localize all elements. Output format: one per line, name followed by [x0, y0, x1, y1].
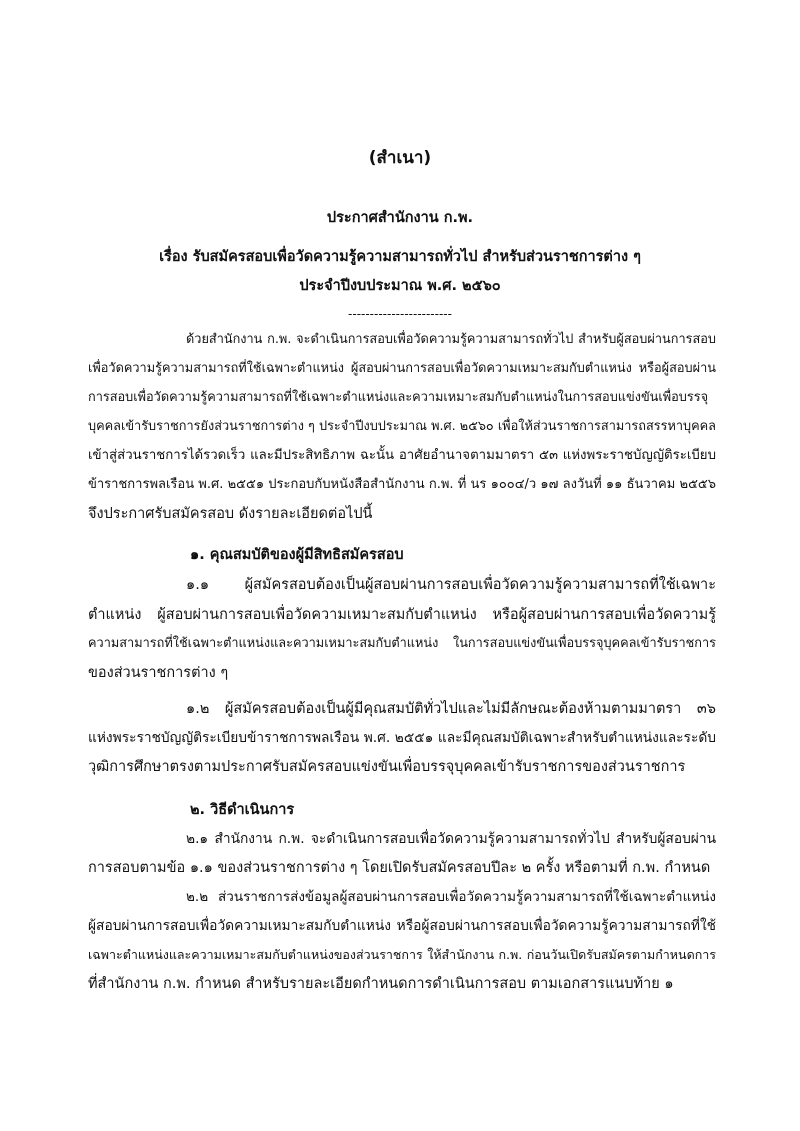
section-2-2-line: เฉพาะตำแหน่งและความเหมาะสมกับตำแหน่งของส่วนราชการ ให้สำนักงาน ก.พ. ก่อนวันเปิดรับสมัครตามกำหนดการ: [88, 947, 716, 962]
section-1-2-line: แห่งพระราชบัญญัติระเบียบข้าราชการพลเรือน พ.ศ. ๒๕๕๑ และมีคุณสมบัติเฉพาะสำหรับตำแหน่งและระดับ: [88, 730, 716, 746]
intro-line: บุคคลเข้ารับราชการยังส่วนราชการต่าง ๆ ประจำปีงบประมาณ พ.ศ. ๒๕๖๐ เพื่อให้ส่วนราชการสามารถสรรหาบุคคล: [88, 419, 716, 434]
section-1-2-line: วุฒิการศึกษาตรงตามประกาศรับสมัครสอบแข่งขันเพื่อบรรจุบุคคลเข้ารับราชการของส่วนราชการ: [88, 759, 686, 775]
subject-line-2: ประจำปีงบประมาณ พ.ศ. ๒๕๖๐: [299, 278, 501, 294]
section-1-1-line: ของส่วนราชการต่าง ๆ: [88, 665, 229, 681]
section-2-1-line: การสอบตามข้อ ๑.๑ ของส่วนราชการต่าง ๆ โดยเปิดรับสมัครสอบปีละ ๒ ครั้ง หรือตามที่ ก.พ. กำหนด: [88, 860, 711, 876]
section-2-1-line: ๒.๑ สำนักงาน ก.พ. จะดำเนินการสอบเพื่อวัดความรู้ความสามารถทั่วไป สำหรับผู้สอบผ่าน: [186, 831, 716, 847]
announcer-title: ประกาศสำนักงาน ก.พ.: [326, 210, 474, 226]
section-2-2-line: ที่สำนักงาน ก.พ. กำหนด สำหรับรายละเอียดกำหนดการดำเนินการสอบ ตามเอกสารแนบท้าย ๑: [88, 976, 674, 992]
section-1-2-line: ๑.๒ ผู้สมัครสอบต้องเป็นผู้มีคุณสมบัติทั่วไปและไม่มีลักษณะต้องห้ามตามมาตรา ๓๖: [186, 701, 716, 717]
section-1-heading: ๑. คุณสมบัติของผู้มีสิทธิสมัครสอบ: [190, 547, 404, 563]
intro-line: ข้าราชการพลเรือน พ.ศ. ๒๕๕๑ ประกอบกับหนังสือสำนักงาน ก.พ. ที่ นร ๑๐๐๔/ว ๑๗ ลงวันที่ ๑๑ ธันวาคม ๒๕๕๖: [88, 477, 716, 492]
divider: ------------------------: [348, 307, 452, 321]
intro-line: เพื่อวัดความรู้ความสามารถที่ใช้เฉพาะตำแหน่ง ผู้สอบผ่านการสอบเพื่อวัดความเหมาะสมกับตำแหน่ง หรือผู้สอบผ่าน: [88, 361, 716, 376]
section-2-2-line: ผู้สอบผ่านการสอบเพื่อวัดความเหมาะสมกับตำแหน่ง หรือผู้สอบผ่านการสอบเพื่อวัดความรู้ความสามารถที่ใช้: [88, 918, 716, 934]
intro-line: จึงประกาศรับสมัครสอบ ดังรายละเอียดต่อไปนี้: [88, 506, 373, 522]
section-2-2-line: ๒.๒ ส่วนราชการส่งข้อมูลผู้สอบผ่านการสอบเพื่อวัดความรู้ความสามารถที่ใช้เฉพาะตำแหน่ง: [186, 889, 716, 905]
section-1-1-line: ตำแหน่ง ผู้สอบผ่านการสอบเพื่อวัดความเหมาะสมกับตำแหน่ง หรือผู้สอบผ่านการสอบเพื่อวัดความรู้: [88, 607, 716, 623]
section-1-1-line: ความสามารถที่ใช้เฉพาะตำแหน่งและความเหมาะสมกับตำแหน่ง ในการสอบแข่งขันเพื่อบรรจุบุคคลเข้ารับราชการ: [88, 636, 716, 651]
section-2-heading: ๒. วิธีดำเนินการ: [190, 802, 295, 818]
intro-line: ด้วยสำนักงาน ก.พ. จะดำเนินการสอบเพื่อวัดความรู้ความสามารถทั่วไป สำหรับผู้สอบผ่านการสอบ: [186, 332, 716, 347]
subject-line-1: เรื่อง รับสมัครสอบเพื่อวัดความรู้ความสามารถทั่วไป สำหรับส่วนราชการต่าง ๆ: [159, 249, 641, 265]
section-1-1-line: ๑.๑ ผู้สมัครสอบต้องเป็นผู้สอบผ่านการสอบเพื่อวัดความรู้ความสามารถที่ใช้เฉพาะ: [186, 577, 716, 593]
intro-line: เข้าสู่ส่วนราชการได้รวดเร็ว และมีประสิทธิภาพ ฉะนั้น อาศัยอำนาจตามมาตรา ๕๓ แห่งพระราชบัญญัติระเบียบ: [88, 448, 716, 463]
intro-line: การสอบเพื่อวัดความรู้ความสามารถที่ใช้เฉพาะตำแหน่งและความเหมาะสมกับตำแหน่งในการสอบแข่งขันเพื่อบรรจุ: [88, 390, 709, 405]
copy-mark: (สำเนา): [368, 148, 432, 168]
